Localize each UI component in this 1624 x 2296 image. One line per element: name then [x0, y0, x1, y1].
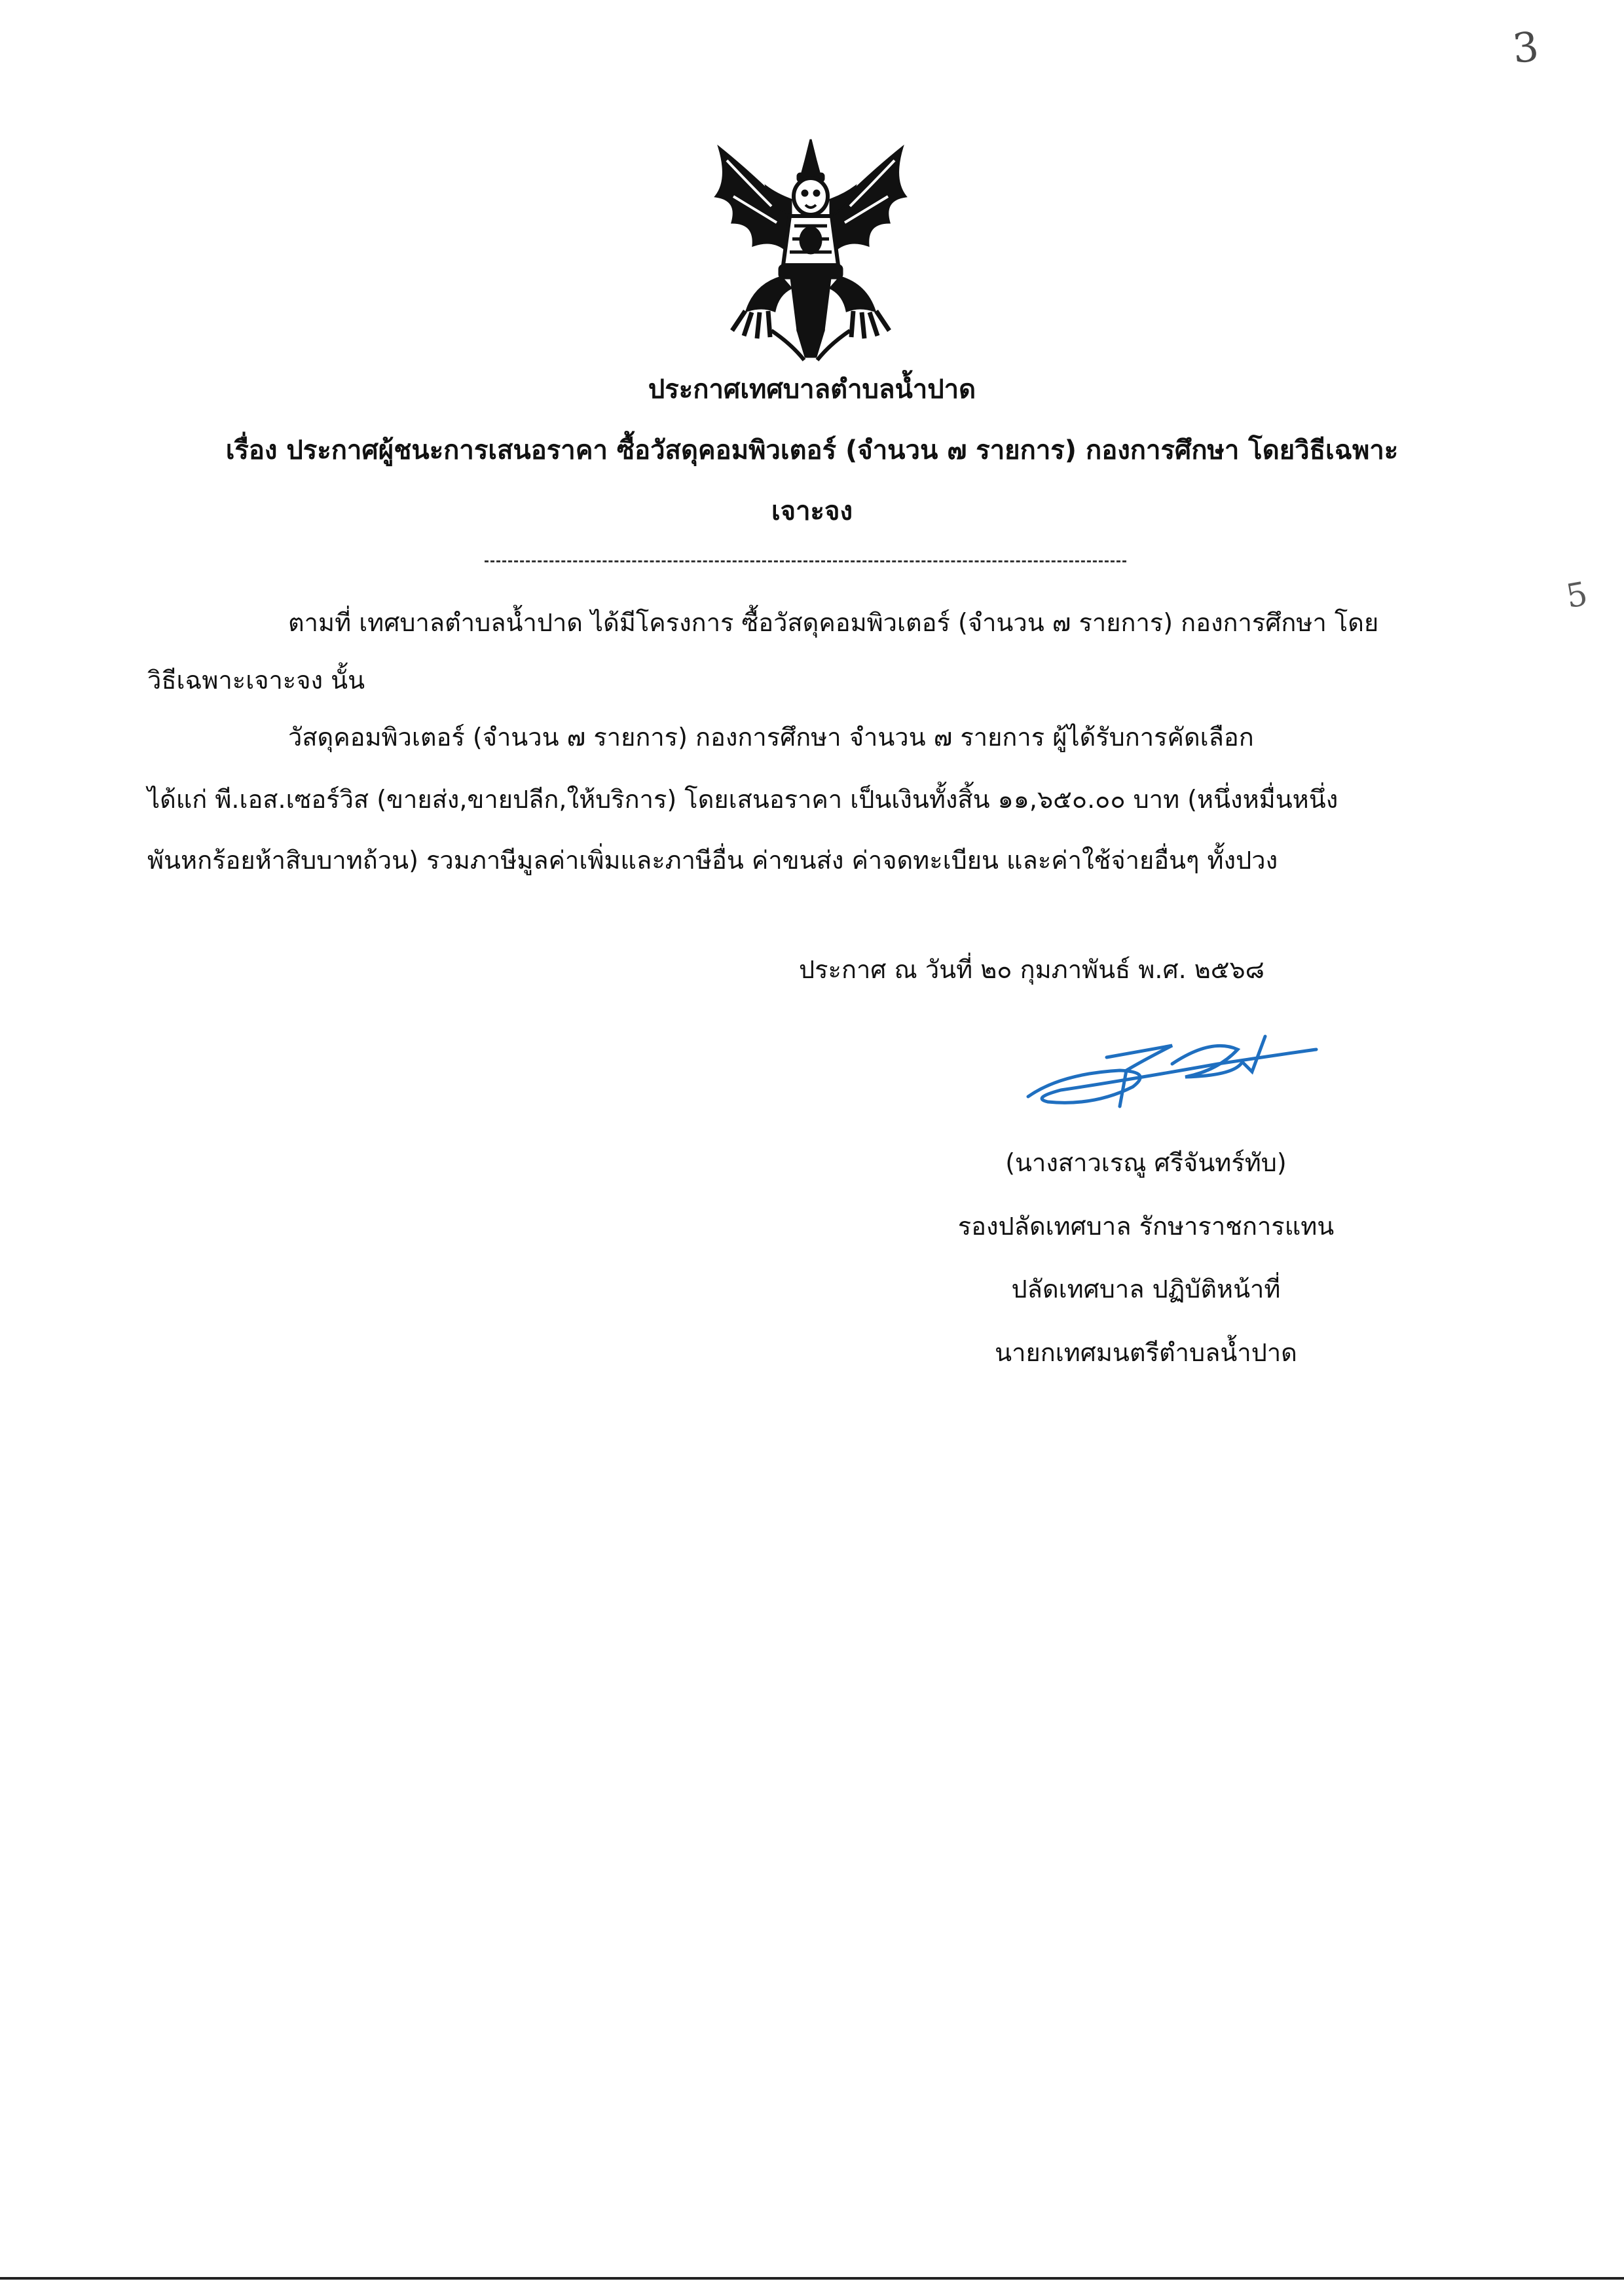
signatory-position-1: รองปลัดเทศบาล รักษาราชการแทน [957, 1212, 1335, 1241]
signatory-position-2: ปลัดเทศบาล ปฏิบัติหน้าที่ [1011, 1275, 1281, 1303]
announcement-subject-line-2: เจาะจง [771, 496, 853, 526]
handwritten-page-number: 3 [1510, 22, 1541, 73]
paragraph-2-line-1: วัสดุคอมพิวเตอร์ (จำนวน ๗ รายการ) กองการศึกษา จำนวน ๗ รายการ ผู้ได้รับการคัดเลือก [288, 723, 1254, 752]
announcement-date: ประกาศ ณ วันที่ ๒๐ กุมภาพันธ์ พ.ศ. ๒๕๖๘ [799, 955, 1264, 984]
announcement-title: ประกาศเทศบาลตำบลน้ำปาด [648, 374, 976, 405]
handwritten-signature-icon [1022, 1025, 1323, 1123]
dashed-divider [485, 560, 1126, 562]
garuda-emblem-icon [693, 134, 929, 367]
paragraph-2-line-2: ได้แก่ พี.เอส.เซอร์วิส (ขายส่ง,ขายปลีก,ให้บริการ) โดยเสนอราคา เป็นเงินทั้งสิ้น ๑๑,๖๕๐.๐๐ บาท (หนึ่งหมื่นหนึ่ง [147, 785, 1338, 814]
signatory-name: (นางสาวเรณู ศรีจันทร์ทับ) [1005, 1148, 1287, 1177]
handwritten-margin-mark: 5 [1563, 574, 1591, 616]
signatory-position-3: นายกเทศมนตรีตำบลน้ำปาด [995, 1338, 1297, 1367]
announcement-subject-line-1: เรื่อง ประกาศผู้ชนะการเสนอราคา ซื้อวัสดุคอมพิวเตอร์ (จำนวน ๗ รายการ) กองการศึกษา โดยวิธีเฉพาะ [225, 435, 1399, 465]
paragraph-1-line-2: วิธีเฉพาะเจาะจง นั้น [147, 666, 365, 695]
paragraph-2-line-3: พันหกร้อยห้าสิบบาทถ้วน) รวมภาษีมูลค่าเพิ่มและภาษีอื่น ค่าขนส่ง ค่าจดทะเบียน และค่าใช้จ่ายอื่นๆ ทั้งปวง [147, 846, 1278, 875]
paragraph-1-line-1: ตามที่ เทศบาลตำบลน้ำปาด ได้มีโครงการ ซื้อวัสดุคอมพิวเตอร์ (จำนวน ๗ รายการ) กองการศึกษา โดย [288, 608, 1379, 637]
page-bottom-border [0, 2277, 1624, 2280]
